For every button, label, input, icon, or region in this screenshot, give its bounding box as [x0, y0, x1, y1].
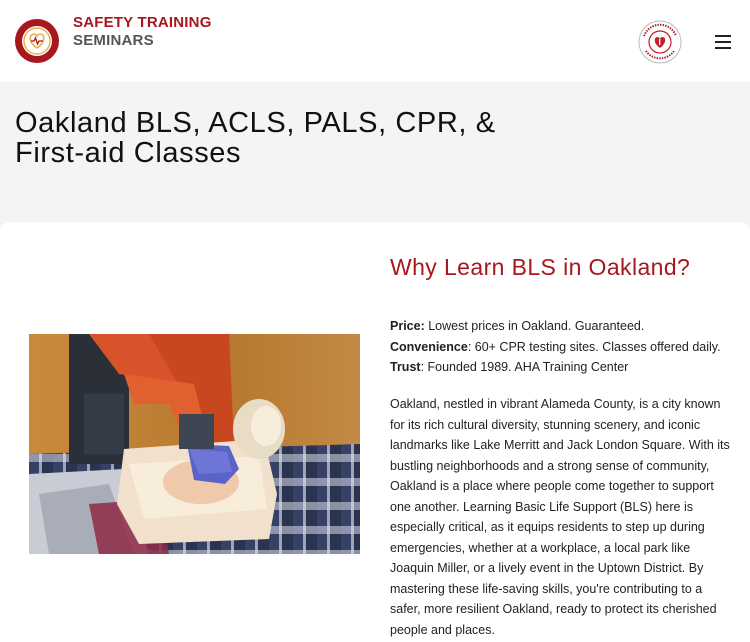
site-header [0, 0, 750, 82]
fact-text: : 60+ CPR testing sites. Classes offered daily. [467, 339, 721, 354]
menu-bar [715, 41, 731, 43]
page-title-line-2: First-aid Classes [15, 137, 242, 169]
cpr-manikin-image [29, 334, 360, 554]
fact-text: Lowest prices in Oakland. Guaranteed. [424, 319, 645, 333]
hamburger-menu-button[interactable] [710, 30, 736, 52]
intro-paragraph: Oakland, nestled in vibrant Alameda County, is a city known for its rich cultural diversity, stunning scenery, and iconic landmarks like Lake Merritt and Jack London Square. With its bustling neighborhoods and a strong sense of community, Oakland is a place where people come together to support one another. Learning Basic Life Support (BLS) here is especially critical, as it equips residents to step up during emergencies, whether at a workplace, a local park like Joaquin Miller, or a lively event in the Uptown District. By mastering these life-saving skills, you're contributing to a safer, more resilient Oakland, ready to protect its cherished people and places. [390, 397, 730, 637]
menu-bar [715, 35, 731, 37]
fact-trust [390, 357, 730, 378]
aha-badge-icon [638, 20, 682, 64]
fact-label: Price: [390, 319, 425, 333]
menu-bar [715, 47, 731, 49]
fact-convenience [390, 337, 730, 358]
aha-authorized-badge [638, 20, 682, 64]
page-title-line-1: Oakland BLS, ACLS, PALS, CPR, & [15, 107, 496, 139]
page-title [15, 108, 535, 168]
key-facts-list [390, 316, 730, 378]
fact-price [390, 316, 730, 337]
brand-line-2: SEMINARS [73, 32, 154, 49]
site-logo[interactable] [14, 18, 60, 64]
fact-label: Trust [390, 360, 421, 374]
fact-label: Convenience [390, 339, 468, 354]
fact-text: : Founded 1989. AHA Training Center [420, 360, 629, 374]
logo-emblem-icon [14, 18, 60, 64]
cpr-training-photo [29, 334, 360, 554]
brand-line-1: SAFETY TRAINING [73, 14, 212, 31]
brand-name[interactable] [73, 14, 212, 50]
section-heading: Why Learn BLS in Oakland? [390, 254, 691, 280]
content-card [0, 222, 750, 642]
